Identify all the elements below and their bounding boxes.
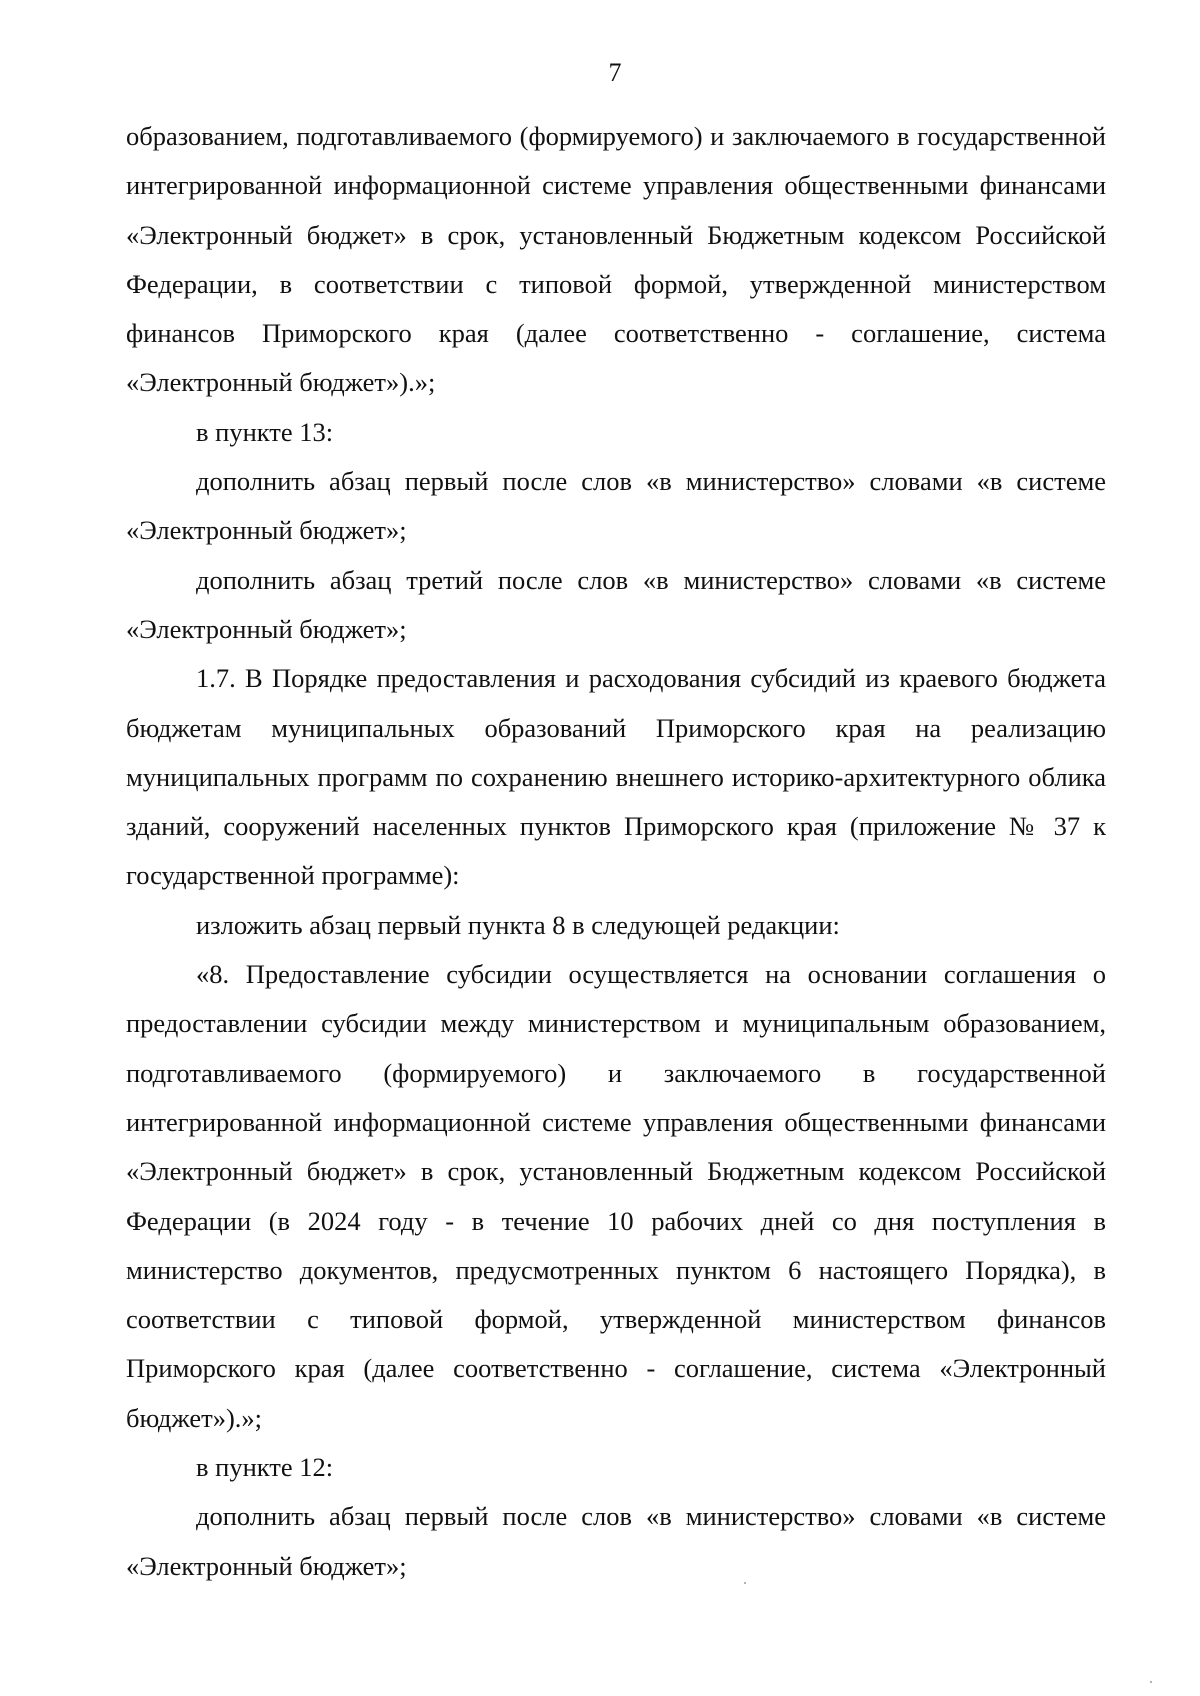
paragraph-point-13-heading: в пункте 13: [196, 416, 334, 447]
paragraph-restate-point-8: изложить абзац первый пункта 8 в следующей редакции: [196, 909, 840, 940]
paragraph-amend-first: дополнить абзац первый после слов «в министерство» словами «в системе «Электронный бюджет»; [126, 466, 1106, 546]
paragraph-point-12-heading: в пункте 12: [196, 1452, 334, 1483]
paragraph-point-8-text: «8. Предоставление субсидии осуществляется на основании соглашения о предоставлении субсидии между министерством и муниципальным образованием, подготавливаемого (формируемого) и заключаемого в государственной интегрированной информационной системе управления общественными финансами «Электронный бюджет» в срок, установленный Бюджетным кодексом Российской Федерации (в 2024 году - в течение 10 рабочих дней со дня поступления в министерство документов, предусмотренных пунктом 6 настоящего Порядка), в соответствии с типовой формой, утвержденной министерством финансов Приморского края (далее соответственно - соглашение, система «Электронный бюджет»).»; [126, 959, 1106, 1433]
paragraph-section-1-7: 1.7. В Порядке предоставления и расходования субсидий из краевого бюджета бюджетам муниципальных образований Приморского края на реализацию муниципальных программ по сохранению внешнего историко-архитектурного облика зданий, сооружений населенных пунктов Приморского края (приложение № 37 к государственной программе): [126, 663, 1106, 891]
paragraph-continuation: образованием, подготавливаемого (формируемого) и заключаемого в государственной интегрированной информационной системе управления общественными финансами «Электронный бюджет» в срок, установленный Бюджетным кодексом Российской Федерации, в соответствии с типовой формой, утвержденной министерством финансов Приморского края (далее соответственно - соглашение, система «Электронный бюджет»).»; [126, 121, 1106, 398]
paragraph-amend-first-12: дополнить абзац первый после слов «в министерство» словами «в системе «Электронный бюджет»; [126, 1501, 1106, 1581]
scan-speck [744, 1582, 746, 1584]
paragraph-amend-third: дополнить абзац третий после слов «в министерство» словами «в системе «Электронный бюджет»; [126, 564, 1106, 644]
scan-speck [1150, 1681, 1152, 1683]
document-body [126, 112, 1106, 1591]
page-number: 7 [608, 58, 622, 87]
